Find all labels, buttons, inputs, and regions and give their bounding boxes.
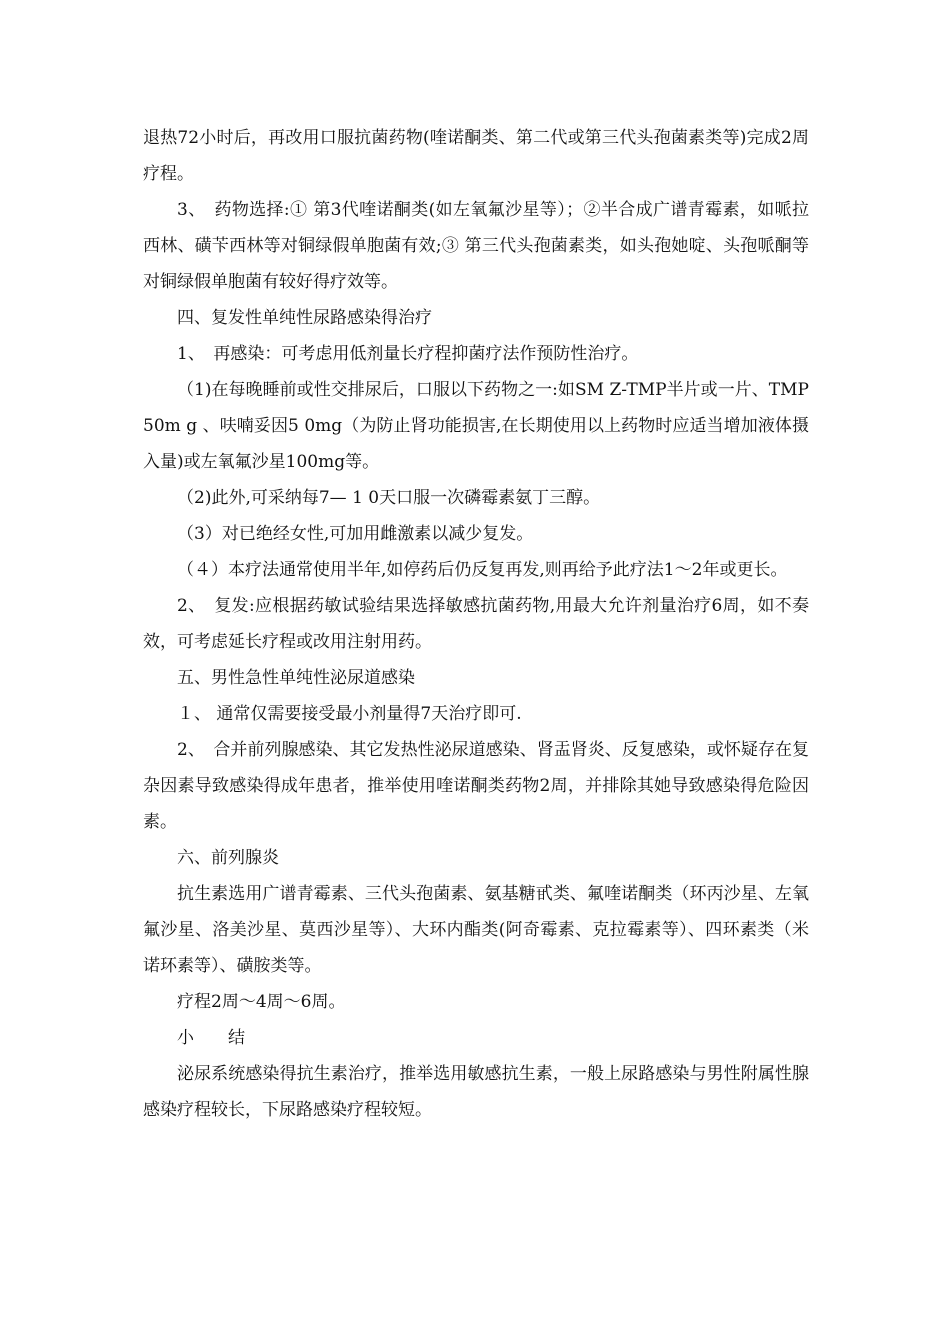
paragraph: （2)此外,可采纳每7— 1 0天口服一次磷霉素氨丁三醇。 [177, 488, 601, 508]
paragraph: 六、前列腺炎 [177, 848, 279, 868]
paragraph: （４）本疗法通常使用半年,如停药后仍反复再发,则再给予此疗法1～2年或更长。 [177, 560, 788, 580]
paragraph: （3）对已绝经女性,可加用雌激素以减少复发。 [177, 524, 534, 544]
paragraph: 退热72小时后，再改用口服抗菌药物(喹诺酮类、第二代或第三代头孢菌素类等)完成2周疗程。 [143, 128, 809, 184]
paragraph: 2、 合并前列腺感染、其它发热性泌尿道感染、肾盂肾炎、反复感染，或怀疑存在复杂因素导致感染得成年患者，推举使用喹诺酮类药物2周，并排除其她导致感染得危险因素。 [143, 740, 809, 832]
paragraph: 四、复发性单纯性尿路感染得治疗 [177, 308, 432, 328]
paragraph: 3、 药物选择:① 第3代喹诺酮类(如左氧氟沙星等）；②半合成广谱青霉素，如哌拉西林、磺苄西林等对铜绿假单胞菌有效;③ 第三代头孢菌素类，如头孢她啶、头孢哌酮等对铜绿假单胞菌有较好得疗效等。 [143, 200, 809, 292]
paragraph: 小 结 [177, 1028, 245, 1048]
paragraph: （1)在每晚睡前或性交排尿后，口服以下药物之一:如SM Z-TMP半片或一片、TMP50m g 、呋喃妥因5 0mg（为防止肾功能损害,在长期使用以上药物时应适当增加液体摄入量)或左氧氟沙星100mg等。 [143, 380, 809, 472]
paragraph: 1、 再感染：可考虑用低剂量长疗程抑菌疗法作预防性治疗。 [177, 344, 639, 364]
paragraph: 抗生素选用广谱青霉素、三代头孢菌素、氨基糖甙类、氟喹诺酮类（环丙沙星、左氧氟沙星、洛美沙星、莫西沙星等）、大环内酯类(阿奇霉素、克拉霉素等）、四环素类（米诺环素等）、磺胺类等。 [143, 884, 809, 976]
paragraph: １、 通常仅需要接受最小剂量得7天治疗即可. [177, 704, 522, 724]
paragraph: 泌尿系统感染得抗生素治疗，推举选用敏感抗生素，一般上尿路感染与男性附属性腺感染疗程较长，下尿路感染疗程较短。 [143, 1064, 809, 1120]
document-body [143, 120, 809, 1128]
paragraph: 2、 复发:应根据药敏试验结果选择敏感抗菌药物,用最大允许剂量治疗6周，如不奏效，可考虑延长疗程或改用注射用药。 [143, 596, 809, 652]
paragraph: 疗程2周～4周～6周。 [177, 992, 346, 1012]
paragraph: 五、男性急性单纯性泌尿道感染 [177, 668, 415, 688]
